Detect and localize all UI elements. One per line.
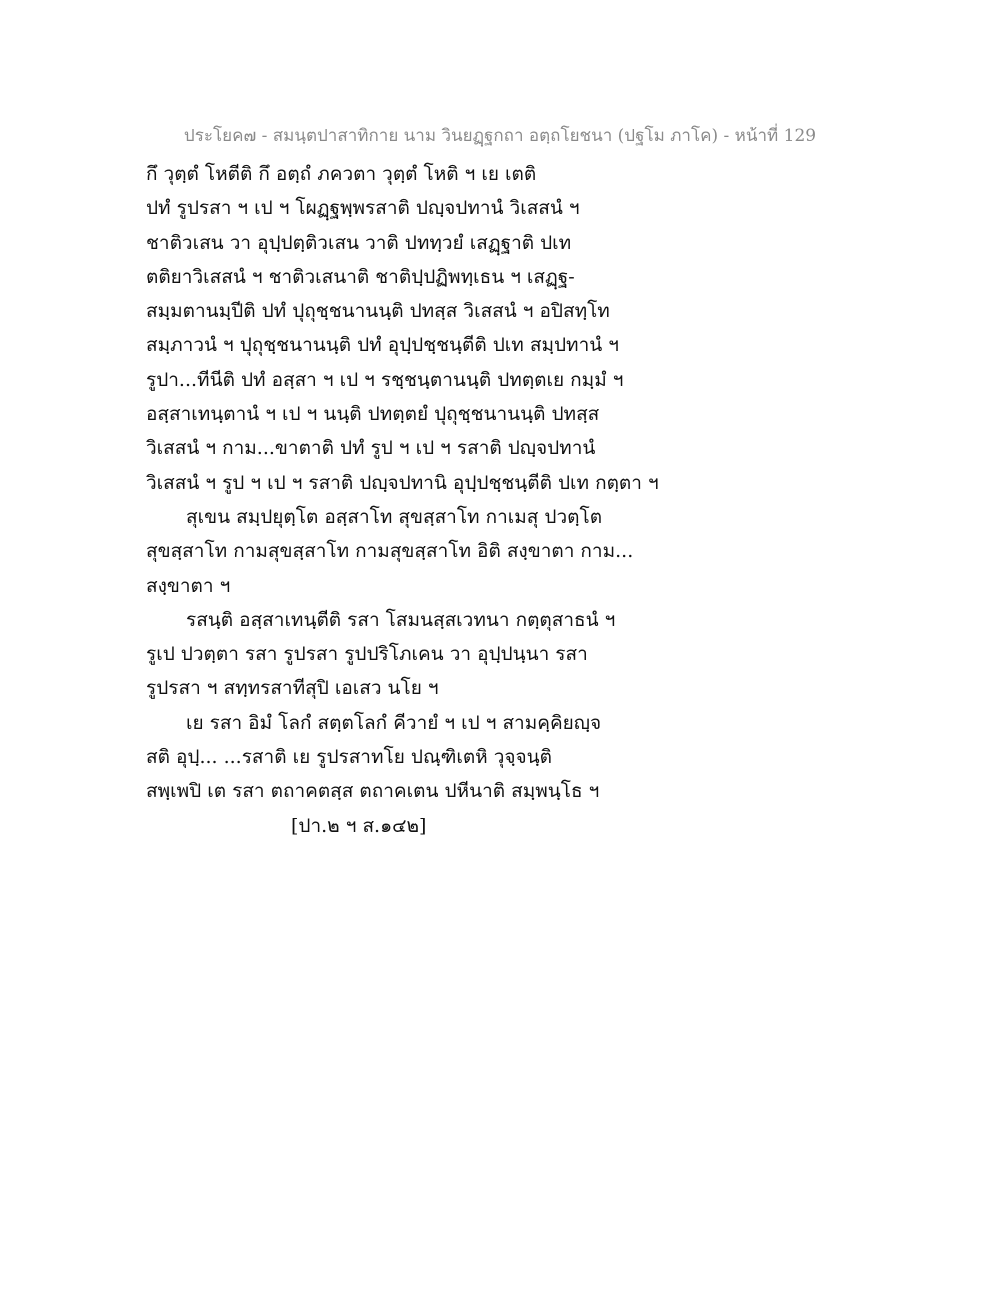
page-header: ประโยค๗ - สมนฺตปาสาทิกาย นาม วินยฏฺฐกถา อตฺถโยชนา (ปฐโม ภาโค) - หน้าที่ 129: [183, 126, 817, 146]
text-line: วิเสสนํ ฯ รูป ฯ เป ฯ รสาติ ปญฺจปทานิ อุปฺปชฺชนฺตีติ ปเท กตฺตา ฯ: [146, 471, 659, 494]
text-line: วิเสสนํ ฯ กาม...ขาตาติ ปทํ รูป ฯ เป ฯ รสาติ ปญฺจปทานํ: [146, 437, 596, 460]
text-line: รูปรสา ฯ สทฺทรสาทีสุปิ เอเสว นโย ฯ: [146, 677, 439, 700]
text-line: สุขสฺสาโท กามสุขสฺสาโท กามสุขสฺสาโท อิติ สงฺขาตา กาม...: [146, 540, 634, 563]
text-line: กึ วุตฺตํ โหตีติ กึ อตฺถํ ภควตา วุตฺตํ โหติ ฯ เย เตติ: [146, 163, 537, 185]
citation: [ปา.๒ ฯ ส.๑๔๒]: [291, 814, 427, 837]
text-line: รูปา...ทีนีติ ปทํ อสฺสา ฯ เป ฯ รชฺชนฺตานนฺติ ปทตฺตเย กมฺมํ ฯ: [146, 368, 624, 391]
text-line: ชาติวเสน วา อุปฺปตฺติวเสน วาติ ปททฺวยํ เสฏฺฐาติ ปเท: [146, 231, 572, 254]
text-line: รูเป ปวตฺตา รสา รูปรสา รูปปริโภเคน วา อุปฺปนฺนา รสา: [146, 643, 588, 666]
text-line: สพฺเพปิ เต รสา ตถาคตสฺส ตถาคเตน ปหีนาติ สมฺพนฺโธ ฯ: [146, 780, 600, 803]
text-line: สมฺมตานมฺปีติ ปทํ ปุถุชฺชนานนฺติ ปทสฺส วิเสสนํ ฯ อปิสทฺโท: [146, 300, 610, 323]
text-line: สมฺภาวนํ ฯ ปุถุชฺชนานนฺติ ปทํ อุปฺปชฺชนฺตีติ ปเท สมฺปทานํ ฯ: [146, 334, 619, 357]
text-line: สุเขน สมฺปยุตฺโต อสฺสาโท สุขสฺสาโท กาเมสุ ปวตฺโต: [186, 505, 603, 528]
text-line: อสฺสาเทนฺตานํ ฯ เป ฯ นนฺติ ปทตฺตยํ ปุถุชฺชนานนฺติ ปทสฺส: [146, 403, 600, 426]
text-line: เย รสา อิมํ โลกํ สตฺตโลกํ คีวายํ ฯ เป ฯ สามคฺคิยญฺจ: [186, 711, 602, 734]
text-line: สงฺขาตา ฯ: [146, 574, 231, 597]
text-line: ปทํ รูปรสา ฯ เป ฯ โผฏฺฐพฺพรสาติ ปญฺจปทานํ วิเสสนํ ฯ: [146, 197, 580, 220]
text-line: ตติยาวิเสสนํ ฯ ชาติวเสนาติ ชาติปฺปฏิพทฺเธน ฯ เสฏฺฐ-: [146, 265, 575, 288]
text-line: สติ อุปฺ... ...รสาติ เย รูปรสาทโย ปณฺฑิเตหิ วุจฺจนฺติ: [146, 746, 552, 769]
body-text: [146, 160, 866, 846]
text-line: รสนฺติ อสฺสาเทนฺตีติ รสา โสมนสฺสเวทนา กตฺตุสาธนํ ฯ: [186, 608, 616, 631]
